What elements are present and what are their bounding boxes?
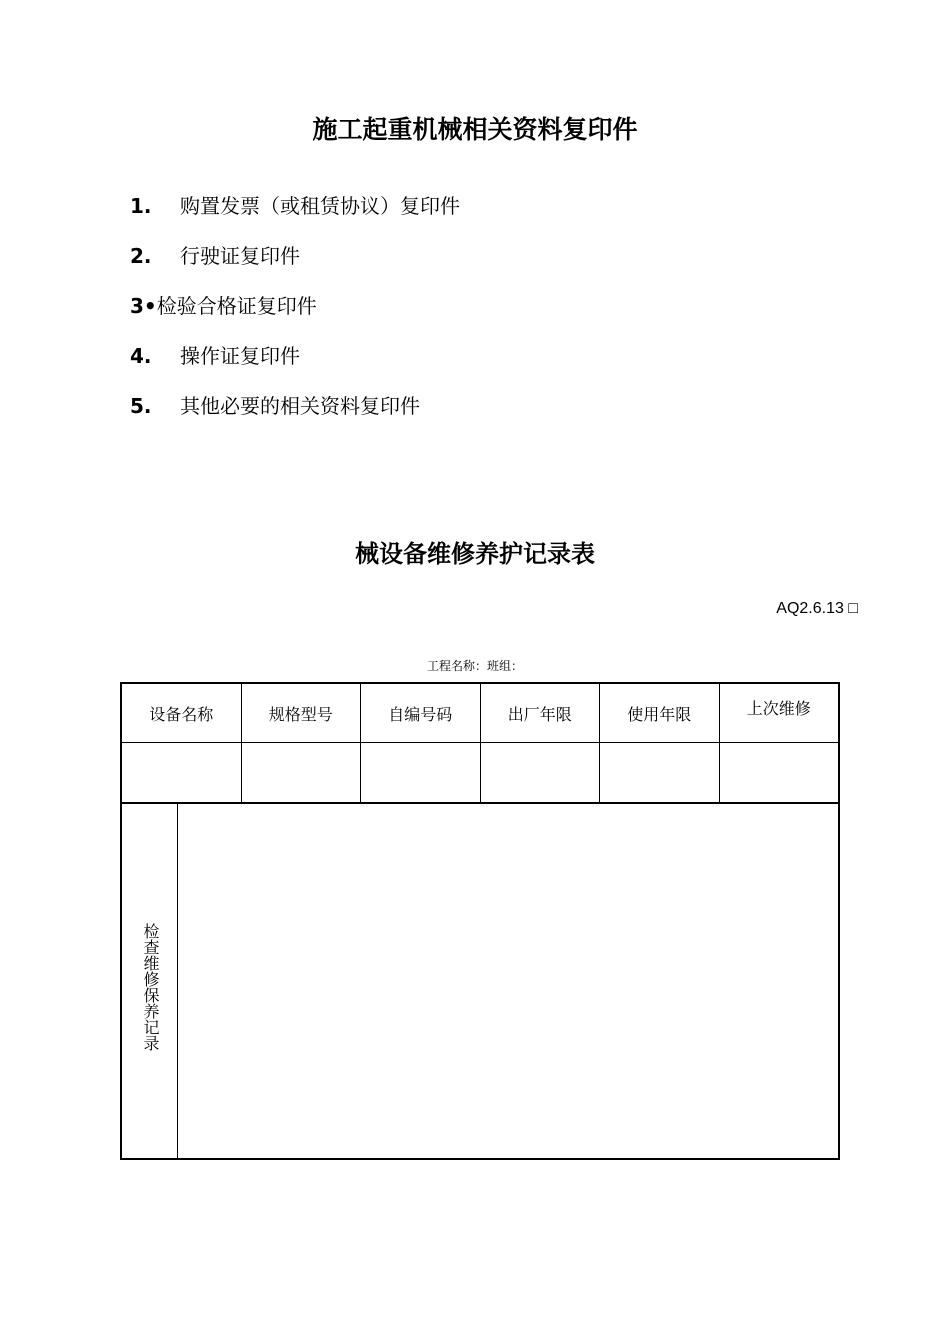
service-years-cell[interactable] [600, 743, 720, 802]
list-item [130, 290, 460, 340]
record-section [122, 803, 838, 1158]
record-content-area[interactable] [178, 803, 838, 1158]
value-row [122, 743, 838, 804]
list-text: 其他必要的相关资料复印件 [180, 394, 420, 418]
page-title: 施工起重机械相关资料复印件 [312, 115, 638, 144]
maintenance-record-table [120, 682, 840, 1160]
list-item [130, 390, 460, 440]
list-item [130, 190, 460, 240]
list-number: 3• [130, 294, 157, 318]
header-service-years: 使用年限 [600, 684, 720, 742]
record-label-cell [122, 803, 178, 1158]
spec-model-cell[interactable] [242, 743, 362, 802]
last-repair-cell[interactable] [720, 743, 839, 802]
list-item [130, 340, 460, 390]
document-list [130, 190, 460, 440]
list-text: 行驶证复印件 [180, 244, 300, 268]
project-line: 工程名称：班组： [426, 659, 523, 673]
form-code: AQ2.6.13 □ [776, 600, 858, 617]
header-spec-model: 规格型号 [242, 684, 362, 742]
header-last-repair: 上次维修 [746, 699, 811, 718]
list-item [130, 240, 460, 290]
record-label: 检查维修保养记录 [141, 923, 160, 1051]
manufacture-year-cell[interactable] [481, 743, 601, 802]
header-equipment-name: 设备名称 [122, 684, 242, 742]
list-number: 1. [130, 194, 152, 218]
header-serial-number: 自编号码 [361, 684, 481, 742]
header-manufacture-year: 出厂年限 [481, 684, 601, 742]
equipment-name-cell[interactable] [122, 743, 242, 802]
list-number: 5. [130, 394, 152, 418]
list-text: 购置发票（或租赁协议）复印件 [180, 194, 460, 218]
header-row [122, 684, 838, 743]
serial-number-cell[interactable] [361, 743, 481, 802]
list-number: 2. [130, 244, 152, 268]
list-text: 操作证复印件 [180, 344, 300, 368]
list-text: 检验合格证复印件 [156, 294, 317, 318]
list-number: 4. [130, 344, 152, 368]
form-title: 械设备维修养护记录表 [355, 540, 595, 568]
